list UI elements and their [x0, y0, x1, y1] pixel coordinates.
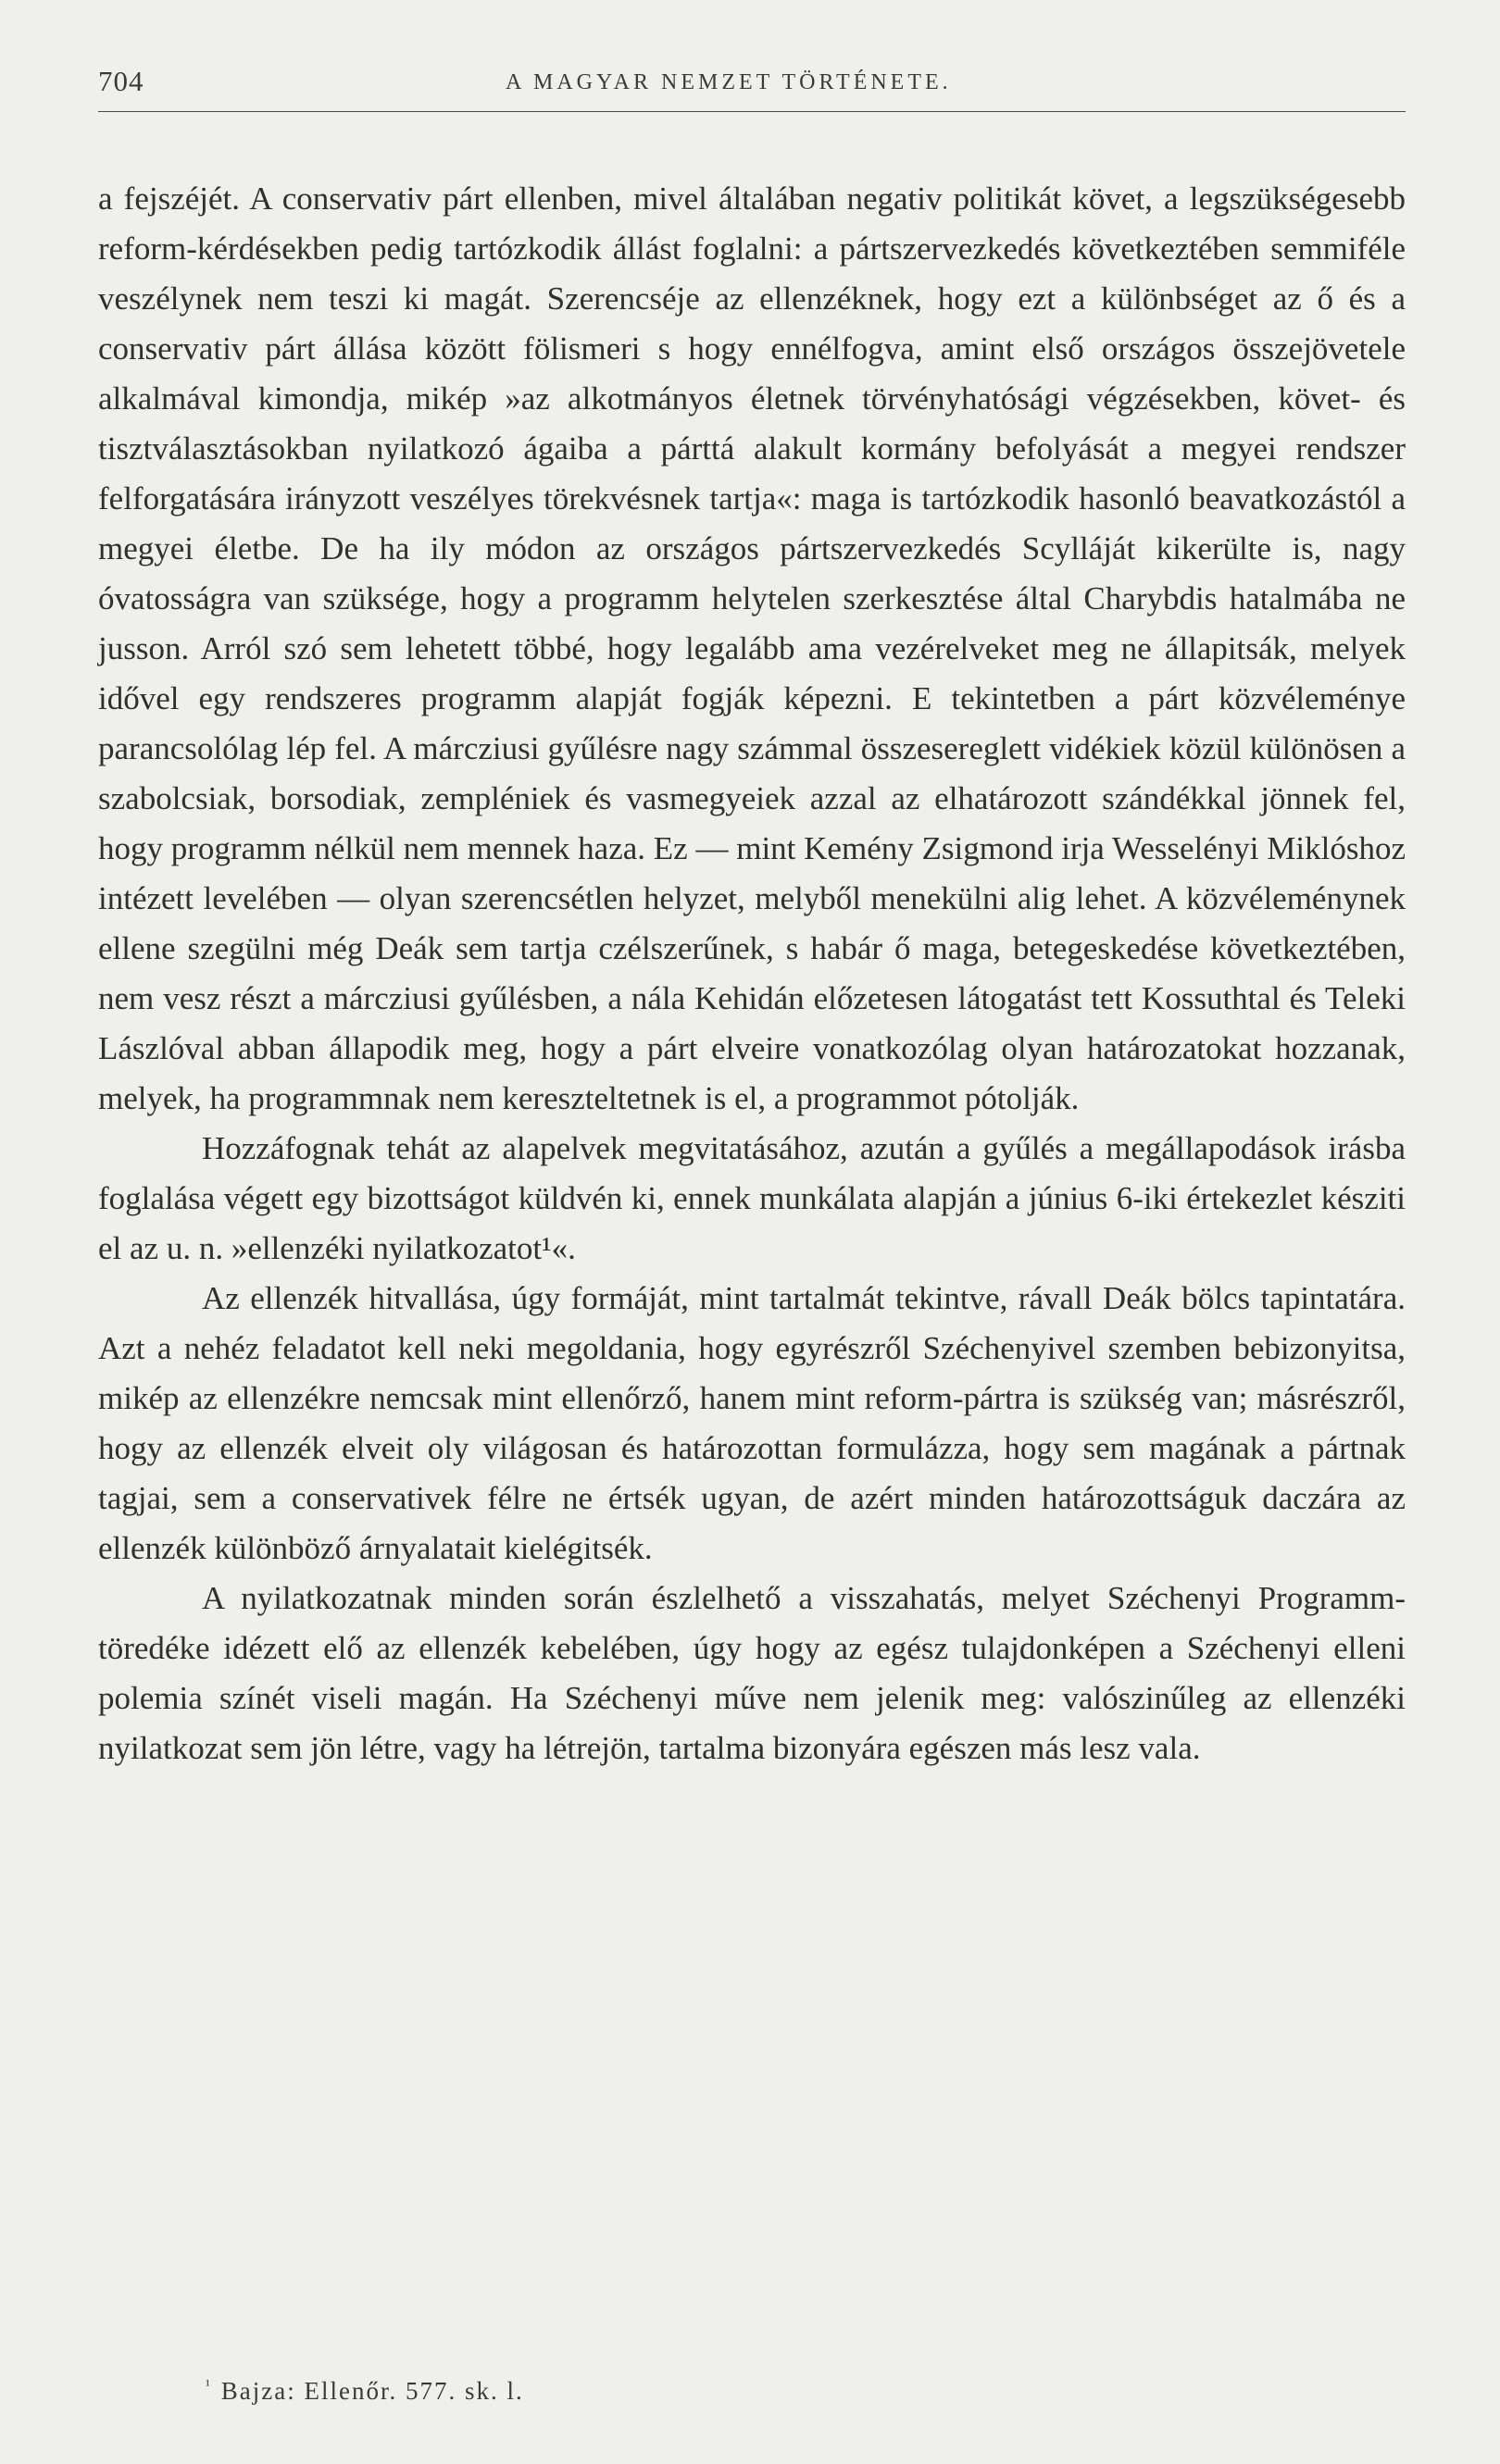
paragraph: Az ellenzék hitvallása, úgy formáját, mint tartalmát tekintve, rávall Deák bölcs tapintatára. Azt a nehéz feladatot kell neki megoldania, hogy egyrészről Széchenyivel szemben bebizonyitsa, mikép az ellenzékre nemcsak mint ellenőrző, hanem mint reform-pártra is szükség van; másrészről, hogy az ellenzék elveit oly világosan és határozottan formulázza, hogy sem magának a pártnak tagjai, sem a conservativek félre ne értsék ugyan, de azért minden határozottságuk daczára az ellenzék különböző árnyalatait kielégitsék. — [98, 1280, 1406, 1566]
footnote-marker: ¹ — [206, 2378, 212, 2394]
paragraph: Hozzáfognak tehát az alapelvek megvitatásához, azután a gyűlés a megállapodások irásba foglalása végett egy bizottságot küldvén ki, ennek munkálata alapján a június 6-iki értekezlet késziti el az u. n. »ellenzéki nyilatkozatot¹«. — [98, 1130, 1406, 1266]
footnote — [206, 2377, 524, 2406]
paragraph: a fejszéjét. A conservativ párt ellenben, mivel általában negativ politikát követ, a legszükségesebb reform-kérdésekben pedig tartózkodik állást foglalni: a pártszervezkedés következtében semmiféle veszélynek nem teszi ki magát. Szerencséje az ellenzéknek, hogy ezt a különbséget az ő és a conservativ párt állása között fölismeri s hogy ennélfogva, amint első országos összejövetele alkalmával kimondja, mikép »az alkotmányos életnek törvényhatósági végzésekben, követ- és tisztválasztásokban nyilatkozó ágaiba a párttá alakult kormány befolyását a megyei rendszer felforgatására irányzott veszélyes törekvésnek tartja«: maga is tartózkodik hasonló beavatkozástól a megyei életbe. De ha ily módon az országos pártszervezkedés Scylláját kikerülte is, nagy óvatosságra van szüksége, hogy a programm helytelen szerkesztése által Charybdis hatalmába ne jusson. Arról szó sem lehetett többé, hogy legalább ama vezérelveket meg ne állapitsák, melyek idővel egy rendszeres programm alapját fogják képezni. E tekintetben a párt közvéleménye parancsolólag lép fel. A márcziusi gyűlésre nagy számmal összesereglett vidékiek közül különösen a szabolcsiak, borsodiak, zempléniek és vasmegyeiek azzal az elhatározott szándékkal jönnek fel, hogy programm nélkül nem mennek haza. Ez — mint Kemény Zsigmond irja Wesselényi Miklóshoz intézett levelében — olyan szerencsétlen helyzet, melyből menekülni alig lehet. A közvéleménynek ellene szegülni még Deák sem tartja czélszerűnek, s habár ő maga, betegeskedése következtében, nem vesz részt a márcziusi gyűlésben, a nála Kehidán előzetesen látogatást tett Kossuthtal és Teleki Lászlóval abban állapodik meg, hogy a párt elveire vonatkozólag olyan határozatokat hozzanak, melyek, ha programmnak nem kereszteltetnek is el, a programmot pótolják. — [98, 180, 1406, 1116]
page-header — [98, 65, 1406, 112]
footnote-text: Bajza: Ellenőr. 577. sk. l. — [220, 2377, 524, 2405]
running-title: A MAGYAR NEMZET TÖRTÉNETE. — [506, 70, 952, 94]
page-number: 704 — [98, 65, 144, 97]
body-text — [98, 174, 1406, 1773]
paragraph: A nyilatkozatnak minden során észlelhető a visszahatás, melyet Széchenyi Programm-töredéke idézett elő az ellenzék kebelében, úgy hogy az egész tulajdonképen a Széchenyi elleni polemia színét viseli magán. Ha Széchenyi műve nem jelenik meg: valószinűleg az ellenzéki nyilatkozat sem jön létre, vagy ha létrejön, tartalma bizonyára egészen más lesz vala. — [98, 1580, 1406, 1766]
